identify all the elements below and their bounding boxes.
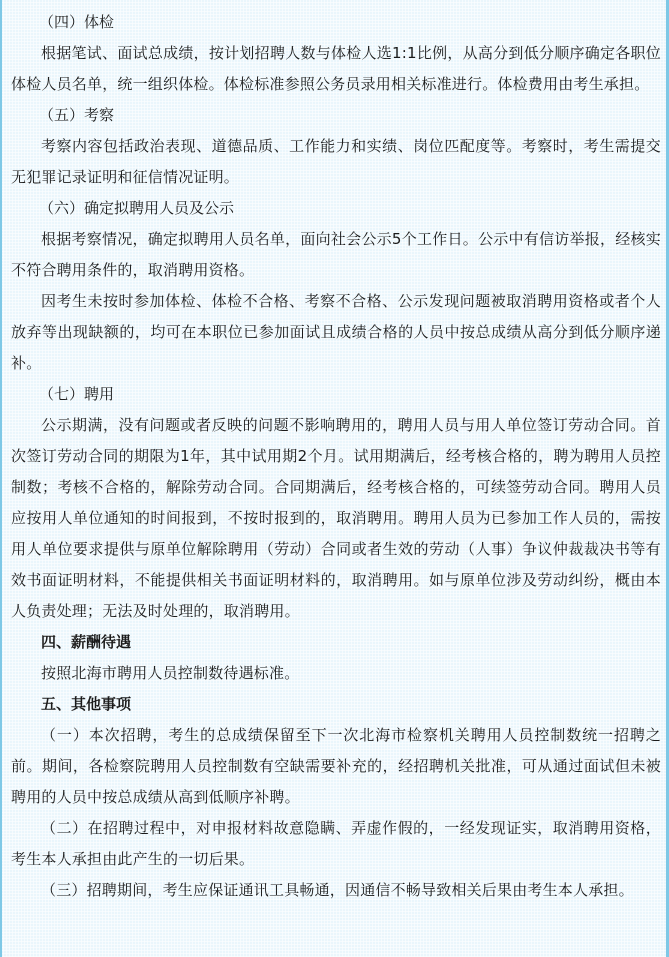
paragraph-confirm-2: 因考生未按时参加体检、体检不合格、考察不合格、公示发现问题被取消聘用资格或者个人放弃等出现缺额的，均可在本职位已参加面试且成绩合格的人员中按总成绩从高分到低分顺序递补。: [11, 292, 661, 372]
document-body: [11, 7, 661, 906]
paragraph-other-2: （二）在招聘过程中，对申报材料故意隐瞒、弄虚作假的，一经发现证实，取消聘用资格，考生本人承担由此产生的一切后果。: [11, 819, 661, 868]
paragraph-hiring: 公示期满，没有问题或者反映的问题不影响聘用的，聘用人员与用人单位签订劳动合同。首次签订劳动合同的期限为1年，其中试用期2个月。试用期满后，经考核合格的，聘为聘用人员控制数；考核不合格的，解除劳动合同。合同期满后，经考核合格的，可续签劳动合同。聘用人员应按用人单位通知的时间报到，不按时报到的，取消聘用。聘用人员为已参加工作人员的，需按用人单位要求提供与原单位解除聘用（劳动）合同或者生效的劳动（人事）争议仲裁裁决书等有效书面证明材料，不能提供相关书面证明材料的，取消聘用。如与原单位涉及劳动纠纷，概由本人负责处理；无法及时处理的，取消聘用。: [11, 416, 661, 620]
paragraph-other-1: （一）本次招聘，考生的总成绩保留至下一次北海市检察机关聘用人员控制数统一招聘之前。期间，各检察院聘用人员控制数有空缺需要补充的，经招聘机关批准，可从通过面试但未被聘用的人员中按总成绩从高到低顺序补聘。: [11, 726, 661, 806]
section-heading-other: 五、其他事项: [41, 695, 132, 713]
paragraph-inspection: 考察内容包括政治表现、道德品质、工作能力和实绩、岗位匹配度等。考察时，考生需提交无犯罪记录证明和征信情况证明。: [11, 137, 661, 186]
section-heading-salary: 四、薪酬待遇: [41, 633, 132, 651]
subheading-inspection: （五）考察: [39, 106, 115, 124]
paragraph-physical-exam: 根据笔试、面试总成绩，按计划招聘人数与体检人选1:1比例，从高分到低分顺序确定各职位体检人员名单，统一组织体检。体检标准参照公务员录用相关标准进行。体检费用由考生承担。: [11, 44, 661, 93]
subheading-hiring: （七）聘用: [39, 385, 115, 403]
paragraph-confirm-1: 根据考察情况，确定拟聘用人员名单，面向社会公示5个工作日。公示中有信访举报，经核实不符合聘用条件的，取消聘用资格。: [11, 230, 661, 279]
subheading-physical-exam: （四）体检: [39, 13, 115, 31]
paragraph-salary: 按照北海市聘用人员控制数待遇标准。: [41, 664, 300, 682]
subheading-confirm-publicity: （六）确定拟聘用人员及公示: [39, 199, 235, 217]
left-border: [0, 0, 2, 957]
paragraph-other-3: （三）招聘期间，考生应保证通讯工具畅通，因通信不畅导致相关后果由考生本人承担。: [41, 881, 634, 899]
